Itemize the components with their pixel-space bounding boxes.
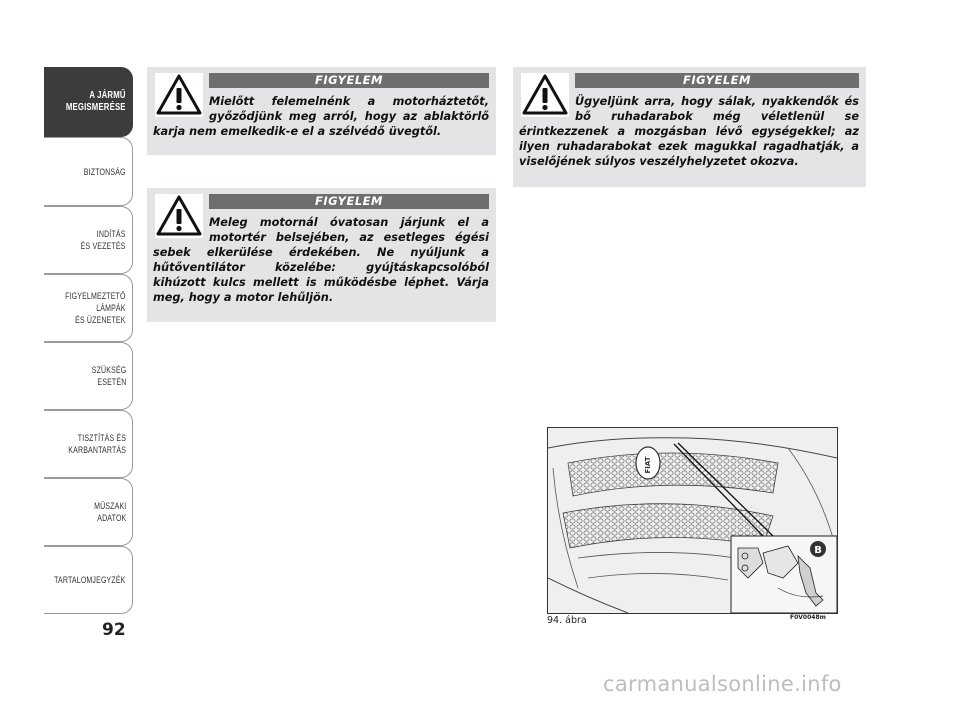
warning-text: Ügyeljünk arra, hogy sálak, nyakkendők és bő ruhadarabok még véletlenül se érintkezzenek a mozgásban lévő egységekkel; az ilyen ruhadarabokat ezek magukkal ragadhatják, a viselőjének súlyos veszélyhelyzetet okozva.	[519, 95, 859, 168]
warning-text: Mielőtt felemelnénk a motorháztetőt, győződjünk meg arról, hogy az ablaktörlő karja nem emelkedik-e el a szélvédő üvegtől.	[153, 95, 489, 138]
tab-label: A JÁRMŰ MEGISMERÉSE	[66, 90, 126, 113]
tab-vehicle-overview[interactable]	[44, 67, 133, 137]
tab-safety[interactable]	[44, 137, 133, 206]
hood-latch-illustration	[548, 428, 837, 613]
callout-label: B	[814, 545, 822, 556]
fiat-badge-text: FIAT	[644, 456, 652, 474]
figure-code: F0V0048m	[790, 614, 826, 621]
warning-box-clothing	[513, 67, 866, 187]
page-number: 92	[102, 620, 126, 640]
tab-emergency[interactable]	[44, 342, 133, 410]
warning-triangle-icon	[521, 73, 569, 117]
tab-warning-lights[interactable]	[44, 274, 133, 342]
warning-triangle-icon	[155, 194, 203, 238]
tab-label: TARTALOMJEGYZÉK	[54, 575, 126, 585]
tab-maintenance[interactable]	[44, 410, 133, 478]
warning-box-hot-engine	[147, 188, 496, 322]
figure-caption: 94. ábra	[547, 615, 587, 626]
warning-box-wiper	[147, 67, 496, 155]
tab-index[interactable]	[44, 546, 133, 614]
figure-hood-latch	[547, 427, 838, 614]
warning-title: FIGYELEM	[209, 194, 489, 209]
tab-starting-driving[interactable]	[44, 206, 133, 274]
tab-label: TISZTÍTÁS ÉS KARBANTARTÁS	[68, 433, 126, 455]
watermark: carmanualsonline.info	[603, 672, 842, 696]
tab-label: MŰSZAKI ADATOK	[93, 501, 126, 523]
warning-title: FIGYELEM	[575, 73, 859, 88]
warning-title: FIGYELEM	[209, 73, 489, 88]
warning-triangle-icon	[155, 73, 203, 117]
tab-technical-data[interactable]	[44, 478, 133, 546]
tab-label: FIGYELMEZTETŐ LÁMPÁK ÉS ÜZENETEK	[65, 291, 126, 325]
tab-label: INDÍTÁS ÉS VEZETÉS	[81, 229, 126, 251]
tab-label: BIZTONSÁG	[84, 166, 126, 177]
warning-text: Meleg motornál óvatosan járjunk el a motortér belsejében, az esetleges égési sebek elkerülése érdekében. Ne nyúljunk a hűtőventilátor közelébe: gyújtáskapcsolóból kihúzott kulcs mellett is működésbe léphet. Várja meg, hogy a motor lehűljön.	[153, 216, 489, 304]
tab-label: SZÜKSÉG ESETÉN	[91, 365, 126, 387]
